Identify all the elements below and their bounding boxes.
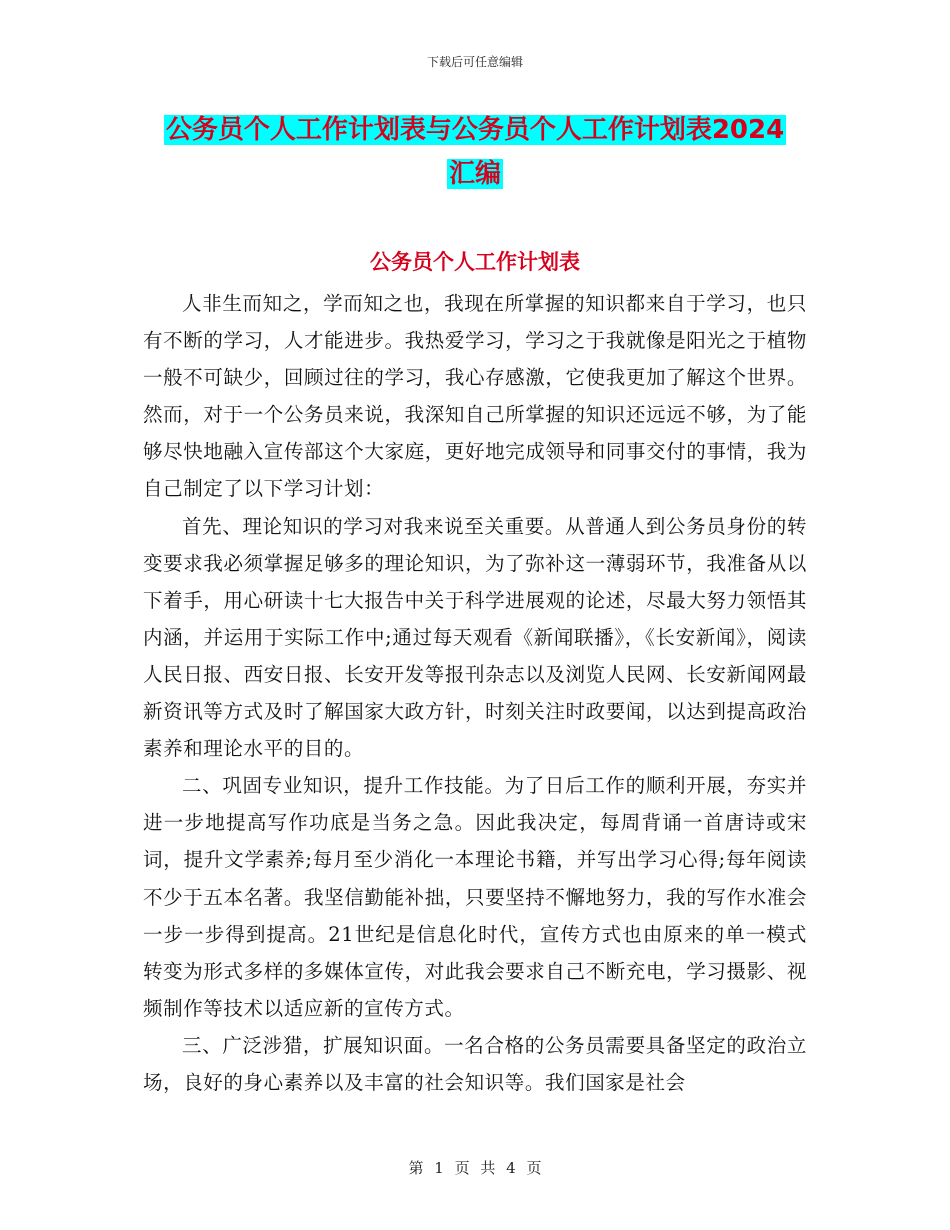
section-heading: 公务员个人工作计划表 (370, 250, 580, 274)
document-title-line-1: 公务员个人工作计划表与公务员个人工作计划表2024 (165, 115, 785, 145)
page-footer: 第 1 页 共 4 页 (408, 1159, 542, 1177)
paragraph: 三、广泛涉猎，扩展知识面。一名合格的公务员需要具备坚定的政治立场，良好的身心素养以及丰富的社会知识等。我们国家是社会 (143, 1033, 807, 1094)
paragraph: 二、巩固专业知识，提升工作技能。为了日后工作的顺利开展，夯实并进一步地提高写作功底是当务之急。因此我决定，每周背诵一首唐诗或宋词，提升文学素养;每月至少消化一本理论书籍，并写出学习心得;每年阅读不少于五本名著。我坚信勤能补拙，只要坚持不懈地努力，我的写作水准会一步一步得到提高。21世纪是信息化时代，宣传方式也由原来的单一模式转变为形式多样的多媒体宣传，对此我会要求自己不断充电，学习摄影、视频制作等技术以适应新的宣传方式。 (143, 774, 807, 1020)
document-title-line-2: 汇编 (448, 159, 501, 189)
paragraph: 人非生而知之，学而知之也，我现在所掌握的知识都来自于学习，也只有不断的学习，人才能进步。我热爱学习，学习之于我就像是阳光之于植物一般不可缺少，回顾过往的学习，我心存感激，它使我更加了解这个世界。然而，对于一个公务员来说，我深知自己所掌握的知识还远远不够，为了能够尽快地融入宣传部这个大家庭，更好地完成领导和同事交付的事情，我为自己制定了以下学习计划： (143, 292, 807, 501)
paragraph: 首先、理论知识的学习对我来说至关重要。从普通人到公务员身份的转变要求我必须掌握足够多的理论知识，为了弥补这一薄弱环节，我准备从以下着手，用心研读十七大报告中关于科学进展观的论述，尽最大努力领悟其内涵，并运用于实际工作中;通过每天观看《新闻联播》，《长安新闻》，阅读人民日报、西安日报、长安开发等报刊杂志以及浏览人民网、长安新闻网最新资讯等方式及时了解国家大政方针，时刻关注时政要闻，以达到提高政治素养和理论水平的目的。 (143, 514, 807, 761)
page-header-note: 下载后可任意编辑 (426, 55, 523, 69)
body-text (143, 285, 807, 1101)
document-title (0, 108, 950, 196)
